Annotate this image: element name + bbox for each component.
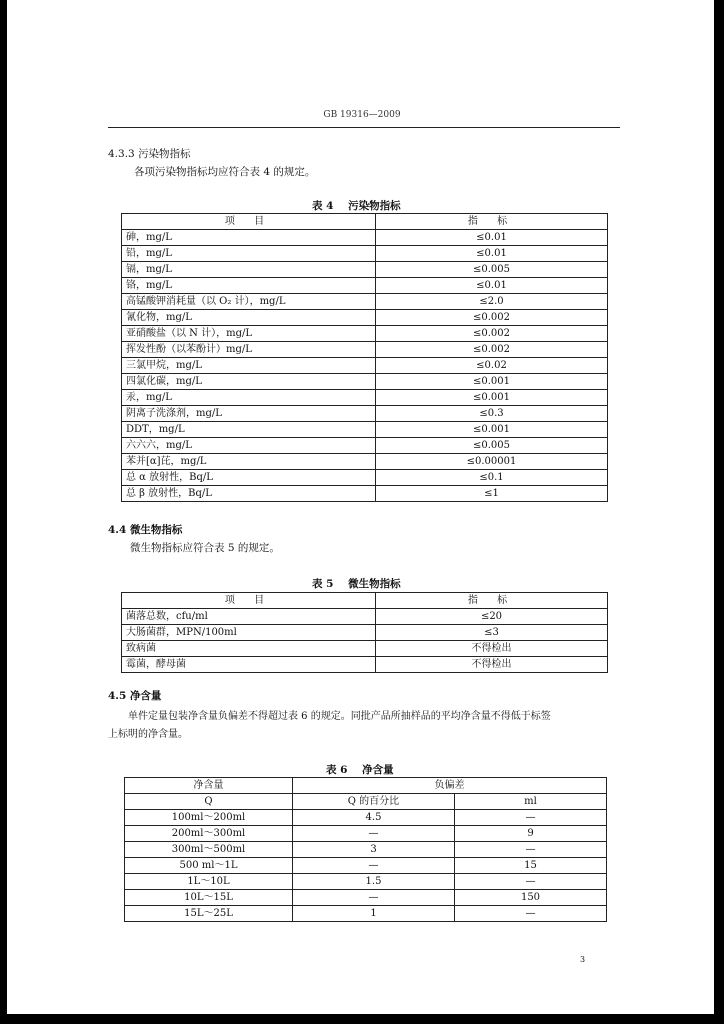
table4-row	[122, 294, 608, 310]
table6-cell-2: 9	[455, 826, 607, 842]
table6-cell-2: —	[455, 842, 607, 858]
table6-row	[125, 858, 607, 874]
section-433-number: 4.3.3	[108, 148, 135, 160]
section-433-heading	[108, 146, 191, 161]
table6-cell-0: 10L～15L	[125, 890, 293, 906]
table4-row	[122, 246, 608, 262]
table6-cell-0: 15L～25L	[125, 906, 293, 922]
table5-row	[122, 657, 608, 673]
table6-row	[125, 810, 607, 826]
scan-edge-bottom	[0, 1014, 724, 1024]
table6-cell-0: 1L～10L	[125, 874, 293, 890]
table4-cell-0: 亚硝酸盐（以 N 计），mg/L	[122, 326, 376, 342]
table6-row	[125, 842, 607, 858]
section-45-body-line2: 上标明的净含量。	[108, 729, 188, 740]
section-45-heading	[108, 688, 161, 703]
table6-row	[125, 826, 607, 842]
table6-header-q: 净含量	[125, 778, 293, 794]
table6-cell-0: 100ml～200ml	[125, 810, 293, 826]
table6-caption	[326, 762, 394, 777]
table4-row	[122, 406, 608, 422]
table4-row	[122, 342, 608, 358]
table4-cell-0: 汞，mg/L	[122, 390, 376, 406]
table4-cell-0: 六六六，mg/L	[122, 438, 376, 454]
table6-row	[125, 906, 607, 922]
table4-row	[122, 358, 608, 374]
table4-caption-number: 表 4	[312, 200, 334, 212]
table5-caption-number: 表 5	[312, 578, 334, 590]
table5-cell-0: 霉菌，酵母菌	[122, 657, 376, 673]
table4-row	[122, 278, 608, 294]
table4-cell-0: 铬，mg/L	[122, 278, 376, 294]
table4-cell-0: 高锰酸钾消耗量（以 O₂ 计），mg/L	[122, 294, 376, 310]
table4-row	[122, 486, 608, 502]
table5-caption-title: 微生物指标	[348, 578, 401, 590]
table5-header-limit: 指 标	[376, 593, 608, 609]
table6-header-row-2	[125, 794, 607, 810]
table6-caption-title: 净含量	[362, 764, 394, 776]
table6-cell-2: 150	[455, 890, 607, 906]
section-45-title: 净含量	[129, 690, 162, 702]
table5-cell-1: 不得检出	[376, 641, 608, 657]
table4-row	[122, 262, 608, 278]
table4-cell-1: ≤0.001	[376, 422, 608, 438]
table6-cell-2: —	[455, 810, 607, 826]
section-433-title: 污染物指标	[138, 148, 191, 160]
table6-cell-1: 1.5	[293, 874, 455, 890]
table4-caption	[312, 198, 401, 213]
table4-cell-1: ≤0.001	[376, 390, 608, 406]
table5-header-row	[122, 593, 608, 609]
table6-cell-0: 300ml～500ml	[125, 842, 293, 858]
section-44-number: 4.4	[108, 524, 127, 536]
table4-row	[122, 454, 608, 470]
scan-edge-left	[0, 0, 7, 1024]
table4-cell-1: ≤0.1	[376, 470, 608, 486]
table4-cell-1: ≤0.005	[376, 438, 608, 454]
table4-cell-1: ≤1	[376, 486, 608, 502]
table5-cell-0: 致病菌	[122, 641, 376, 657]
table4-pollutants	[121, 213, 608, 502]
table6-row	[125, 874, 607, 890]
table4-cell-1: ≤0.001	[376, 374, 608, 390]
table6-header-q-symbol: Q	[125, 794, 293, 810]
table4-cell-0: DDT，mg/L	[122, 422, 376, 438]
table6-cell-1: 4.5	[293, 810, 455, 826]
table5-cell-1: ≤3	[376, 625, 608, 641]
table4-header-item: 项 目	[122, 214, 376, 230]
table6-header-ml: ml	[455, 794, 607, 810]
table4-row	[122, 230, 608, 246]
table4-cell-1: ≤2.0	[376, 294, 608, 310]
table4-row	[122, 326, 608, 342]
table4-cell-0: 三氯甲烷，mg/L	[122, 358, 376, 374]
table4-cell-1: ≤0.01	[376, 246, 608, 262]
table4-cell-1: ≤0.3	[376, 406, 608, 422]
table4-header-row	[122, 214, 608, 230]
table4-row	[122, 310, 608, 326]
table6-row	[125, 890, 607, 906]
table4-cell-1: ≤0.00001	[376, 454, 608, 470]
section-433-body: 各项污染物指标均应符合表 4 的规定。	[134, 166, 316, 178]
table4-cell-0: 铅，mg/L	[122, 246, 376, 262]
table5-cell-0: 大肠菌群，MPN/100ml	[122, 625, 376, 641]
table5-cell-1: 不得检出	[376, 657, 608, 673]
table6-cell-1: —	[293, 826, 455, 842]
table4-cell-1: ≤0.002	[376, 310, 608, 326]
table4-cell-0: 总 β 放射性，Bq/L	[122, 486, 376, 502]
table6-caption-number: 表 6	[326, 764, 348, 776]
table5-row	[122, 641, 608, 657]
section-45-number: 4.5	[108, 690, 127, 702]
table4-caption-title: 污染物指标	[348, 200, 401, 212]
table4-cell-0: 四氯化碳，mg/L	[122, 374, 376, 390]
table4-cell-0: 阴离子洗涤剂，mg/L	[122, 406, 376, 422]
table6-cell-0: 200ml～300ml	[125, 826, 293, 842]
standard-code-header: GB 19316—2009	[323, 110, 401, 120]
table6-header-percent: Q 的百分比	[293, 794, 455, 810]
table4-cell-1: ≤0.002	[376, 342, 608, 358]
header-rule	[108, 127, 620, 128]
table4-row	[122, 390, 608, 406]
table4-cell-0: 砷，mg/L	[122, 230, 376, 246]
section-44-title: 微生物指标	[129, 524, 183, 536]
table6-cell-1: 3	[293, 842, 455, 858]
table4-row	[122, 438, 608, 454]
table5-header-item: 项 目	[122, 593, 376, 609]
table4-cell-1: ≤0.02	[376, 358, 608, 374]
table5-microbial	[121, 592, 608, 673]
table6-header-row-1	[125, 778, 607, 794]
table4-cell-1: ≤0.005	[376, 262, 608, 278]
table6-cell-0: 500 ml～1L	[125, 858, 293, 874]
table4-cell-0: 镉，mg/L	[122, 262, 376, 278]
section-44-body: 微生物指标应符合表 5 的规定。	[130, 542, 280, 554]
table6-net-content	[124, 777, 607, 922]
table6-cell-2: 15	[455, 858, 607, 874]
table6-cell-1: —	[293, 858, 455, 874]
table5-cell-1: ≤20	[376, 609, 608, 625]
table4-cell-0: 挥发性酚（以苯酚计）mg/L	[122, 342, 376, 358]
table4-cell-0: 苯并[α]芘，mg/L	[122, 454, 376, 470]
section-44-heading	[108, 522, 182, 537]
table6-cell-2: —	[455, 874, 607, 890]
table5-row	[122, 625, 608, 641]
table4-row	[122, 422, 608, 438]
scan-edge-right	[714, 0, 724, 1024]
table5-row	[122, 609, 608, 625]
table4-header-limit: 指 标	[376, 214, 608, 230]
table6-cell-1: 1	[293, 906, 455, 922]
table5-caption	[312, 576, 401, 591]
table4-cell-0: 总 α 放射性，Bq/L	[122, 470, 376, 486]
table6-cell-2: —	[455, 906, 607, 922]
table4-row	[122, 374, 608, 390]
table4-cell-1: ≤0.01	[376, 278, 608, 294]
table4-cell-1: ≤0.002	[376, 326, 608, 342]
page-number: 3	[580, 955, 586, 964]
table6-cell-1: —	[293, 890, 455, 906]
section-45-body-line1: 单件定量包装净含量负偏差不得超过表 6 的规定。同批产品所抽样品的平均净含量不得低于标签	[128, 711, 551, 722]
table4-row	[122, 470, 608, 486]
table4-cell-1: ≤0.01	[376, 230, 608, 246]
table5-cell-0: 菌落总数，cfu/ml	[122, 609, 376, 625]
table4-cell-0: 氰化物，mg/L	[122, 310, 376, 326]
table6-header-deviation: 负偏差	[293, 778, 607, 794]
